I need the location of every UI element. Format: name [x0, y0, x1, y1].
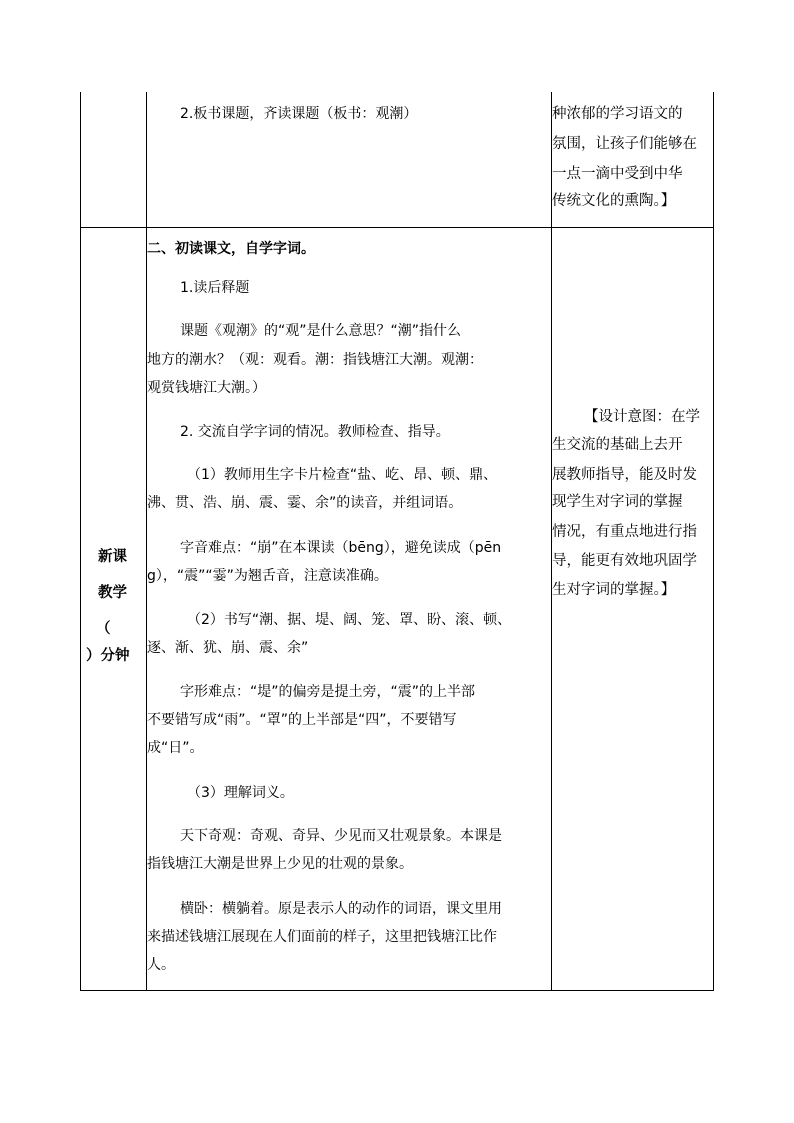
table-row-divider	[80, 227, 714, 228]
right-line: 传统文化的熏陶。】	[552, 193, 676, 209]
right-line: 生对字词的掌握。】	[552, 582, 676, 598]
text-line: 来描述钱塘江展现在人们面前的样子，这里把钱塘江比作	[147, 929, 497, 945]
text-line: 地方的潮水？（观：观看。潮：指钱塘江大潮。观潮：	[147, 352, 483, 368]
right-line: 导，能更有效地巩固学	[552, 553, 697, 569]
text-line: 观赏钱塘江大潮。）	[147, 380, 266, 396]
right-line: 现学生对字词的掌握	[552, 494, 683, 510]
text-line: 字形难点：“堤”的偏旁是提土旁，“震”的上半部	[180, 684, 476, 700]
right-line: 情况，有重点地进行指	[552, 524, 697, 540]
label-line: ）分钟	[86, 648, 130, 664]
label-line: 教学	[98, 585, 127, 601]
text-line: 成“日”。	[147, 740, 204, 756]
text-line: g），“震”“霎”为翘舌音，注意读准确。	[147, 568, 388, 584]
right-line: 种浓郁的学习语文的	[552, 106, 683, 122]
label-line: 新课	[98, 549, 127, 565]
table-border-bottom	[80, 990, 714, 991]
text-line: 人。	[147, 957, 175, 973]
board-title-step: 2.板书课题，齐读课题（板书：观潮）	[180, 106, 418, 122]
section-heading: 二、初读课文，自学字词。	[147, 241, 315, 257]
right-line: 展教师指导，能及时发	[552, 467, 697, 483]
text-line: 横卧：横躺着。原是表示人的动作的词语，课文里用	[180, 901, 502, 917]
text-line: 沸、贯、浩、崩、震、霎、余”的读音，并组词语。	[147, 495, 463, 511]
text-line: 天下奇观：奇观、奇异、少见而又壮观景象。本课是	[180, 828, 502, 844]
right-line: 【设计意图：在学	[584, 409, 700, 425]
label-line: （	[96, 621, 111, 637]
text-line: （2）书写“潮、据、堤、阔、笼、罩、盼、滚、顿、	[187, 612, 512, 628]
text-line: （1）教师用生字卡片检查“盐、屹、昂、顿、鼎、	[187, 467, 498, 483]
text-line: （3）理解词义。	[187, 785, 294, 801]
text-line: 字音难点：“崩”在本课读（bēng），避免读成（pēn	[180, 540, 502, 556]
right-line: 一点一滴中受到中华	[552, 166, 683, 182]
right-line: 氛围，让孩子们能够在	[552, 136, 697, 152]
text-line: 课题《观潮》的“观”是什么意思？“潮”指什么	[180, 323, 462, 339]
step1-title: 1.读后释题	[180, 280, 250, 296]
text-line: 不要错写成“雨”。“罩”的上半部是“四”，不要错写	[147, 712, 457, 728]
right-line: 生交流的基础上去开	[552, 437, 683, 453]
text-line: 逐、渐、犹、崩、震、余”	[147, 640, 309, 656]
step2-title: 2. 交流自学字词的情况。教师检查、指导。	[180, 424, 450, 440]
text-line: 指钱塘江大潮是世界上少见的壮观的景象。	[147, 856, 413, 872]
